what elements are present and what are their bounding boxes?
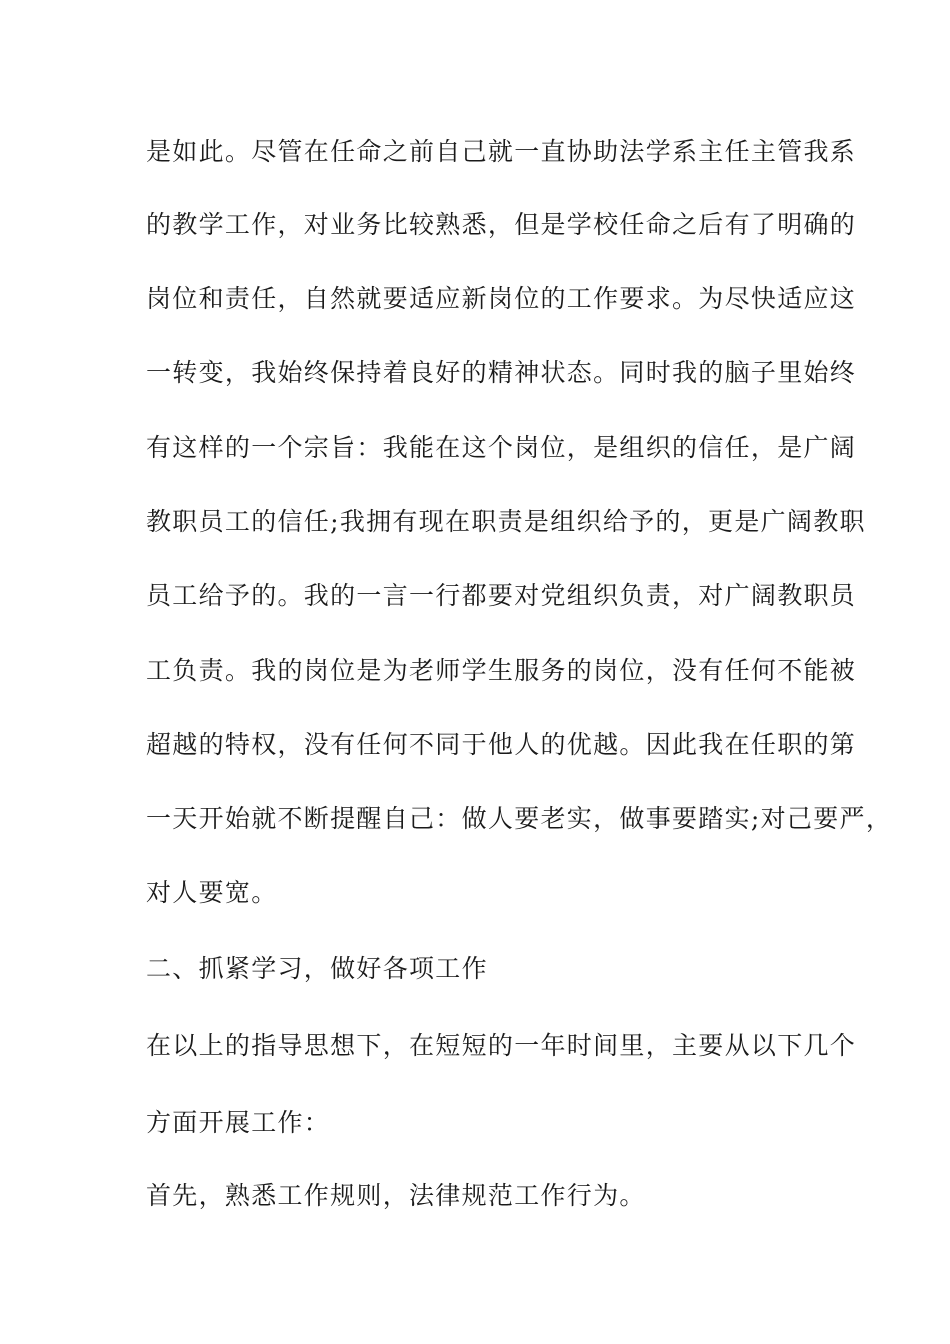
paragraph-line: 首先，熟悉工作规则，法律规范工作行为。 — [146, 1181, 646, 1210]
paragraph-line: 有这样的一个宗旨：我能在这个岗位，是组织的信任，是广阔 — [146, 433, 857, 462]
paragraph-line: 在以上的指导思想下，在短短的一年时间里，主要从以下几个 — [146, 1031, 857, 1060]
paragraph-line: 岗位和责任，自然就要适应新岗位的工作要求。为尽快适应这 — [146, 284, 857, 313]
paragraph-line: 一转变，我始终保持着良好的精神状态。同时我的脑子里始终 — [146, 358, 857, 387]
paragraph-line: 超越的特权，没有任何不同于他人的优越。因此我在任职的第 — [146, 730, 857, 759]
section-heading: 二、抓紧学习，做好各项工作 — [146, 954, 488, 983]
paragraph-line: 对人要宽。 — [146, 878, 278, 907]
paragraph-line: 方面开展工作： — [146, 1108, 331, 1137]
paragraph-line: 教职员工的信任;我拥有现在职责是组织给予的，更是广阔教职 — [146, 507, 866, 536]
paragraph-line: 的教学工作，对业务比较熟悉，但是学校任命之后有了明确的 — [146, 210, 857, 239]
paragraph-line: 是如此。尽管在任命之前自己就一直协助法学系主任主管我系 — [146, 137, 857, 166]
paragraph-line: 工负责。我的岗位是为老师学生服务的岗位，没有任何不能被 — [146, 656, 857, 685]
paragraph-line: 员工给予的。我的一言一行都要对党组织负责，对广阔教职员 — [146, 581, 857, 610]
paragraph-line: 一天开始就不断提醒自己：做人要老实，做事要踏实;对己要严， — [146, 804, 893, 833]
